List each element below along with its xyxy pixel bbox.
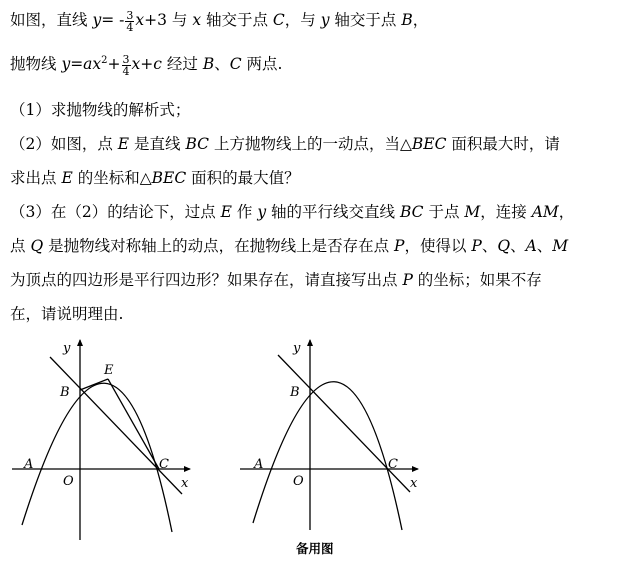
var-y: y <box>92 11 102 29</box>
text: 面积的最大值？ <box>186 169 300 187</box>
frac-den: 4 <box>126 20 134 34</box>
text: 的坐标和△ <box>72 169 152 187</box>
text: ， <box>412 11 429 29</box>
expr: y=ax <box>61 55 102 73</box>
text: 为顶点的四边形是平行四边形？如果存在，请直接写出点 <box>10 271 403 289</box>
point-a: A <box>525 237 537 255</box>
text: 轴的平行线交直线 <box>266 203 400 221</box>
text: = - <box>101 11 125 29</box>
point-c: C <box>229 55 242 73</box>
triangle-bec: BEC <box>151 169 187 187</box>
text: 面积最大时，请 <box>446 135 560 153</box>
text: ， <box>558 203 575 221</box>
text: ，使得以 <box>404 237 472 255</box>
text: 经过 <box>161 55 203 73</box>
point-b: B <box>401 11 413 29</box>
frac-den: 4 <box>122 64 130 78</box>
point-b: B <box>202 55 215 73</box>
text: 轴交于点 <box>201 11 273 29</box>
text: （3）在（2）的结论下，过点 <box>10 203 221 221</box>
point-p: P <box>402 271 413 289</box>
segment-be <box>80 379 108 390</box>
text: 在，请说明理由. <box>10 305 124 323</box>
text: 的坐标；如果不存 <box>412 271 542 289</box>
figure-2 <box>240 340 418 530</box>
text: 、 <box>214 55 230 73</box>
text: 、 <box>510 237 526 255</box>
var-x: x <box>135 11 145 29</box>
parabola <box>253 382 402 530</box>
label-c: C <box>159 457 169 472</box>
triangle-bec: BEC <box>411 135 447 153</box>
frac-num: 3 <box>126 8 134 22</box>
text: +3 与 <box>144 11 193 29</box>
var-y: y <box>257 203 267 221</box>
text: （1）求抛物线的解析式； <box>10 101 191 119</box>
frac-num: 3 <box>122 52 130 66</box>
text: 上方抛物线上的一动点，当△ <box>209 135 412 153</box>
var-y: y <box>320 11 330 29</box>
label-a: A <box>24 457 34 472</box>
label-o: O <box>63 474 74 489</box>
point-p: P <box>394 237 405 255</box>
text: 抛物线 <box>10 55 62 73</box>
text: 两点. <box>241 55 283 73</box>
figure-caption: 备用图 <box>296 541 334 556</box>
var-x: x <box>192 11 202 29</box>
text: （2）如图，点 <box>10 135 118 153</box>
label-x: x <box>181 476 189 491</box>
point-p: P <box>471 237 482 255</box>
figure-2-labels <box>253 341 418 556</box>
segment-ec <box>108 379 159 469</box>
superscript: 2 <box>101 54 108 66</box>
text: 是抛物线对称轴上的动点，在抛物线上是否存在点 <box>43 237 395 255</box>
text: 点 <box>10 237 31 255</box>
point-m: M <box>552 237 569 255</box>
segment-bc: BC <box>399 203 424 221</box>
label-c: C <box>388 457 398 472</box>
label-a: A <box>254 457 264 472</box>
text: ，连接 <box>480 203 532 221</box>
text: ，与 <box>284 11 321 29</box>
expr: x+c <box>131 55 162 73</box>
label-x: x <box>410 476 418 491</box>
label-y: y <box>293 341 301 356</box>
label-b: B <box>290 385 300 400</box>
point-q: Q <box>30 237 44 255</box>
point-e: E <box>61 169 73 187</box>
segment-bc: BC <box>185 135 210 153</box>
figure-1 <box>12 340 190 540</box>
point-q: Q <box>497 237 511 255</box>
label-b: B <box>60 385 70 400</box>
text: 、 <box>536 237 553 255</box>
text: 是直线 <box>129 135 186 153</box>
point-m: M <box>464 203 481 221</box>
text: + <box>107 55 121 73</box>
text: 如图，直线 <box>10 11 93 29</box>
label-o: O <box>293 474 304 489</box>
text: 求出点 <box>10 169 62 187</box>
text: 于点 <box>423 203 465 221</box>
text: 作 <box>231 203 258 221</box>
text: 、 <box>481 237 498 255</box>
point-c: C <box>272 11 285 29</box>
point-e: E <box>117 135 130 153</box>
label-e: E <box>104 363 114 378</box>
label-y: y <box>63 341 71 356</box>
point-e: E <box>220 203 232 221</box>
text: 轴交于点 <box>329 11 402 29</box>
segment-am: AM <box>531 203 559 221</box>
